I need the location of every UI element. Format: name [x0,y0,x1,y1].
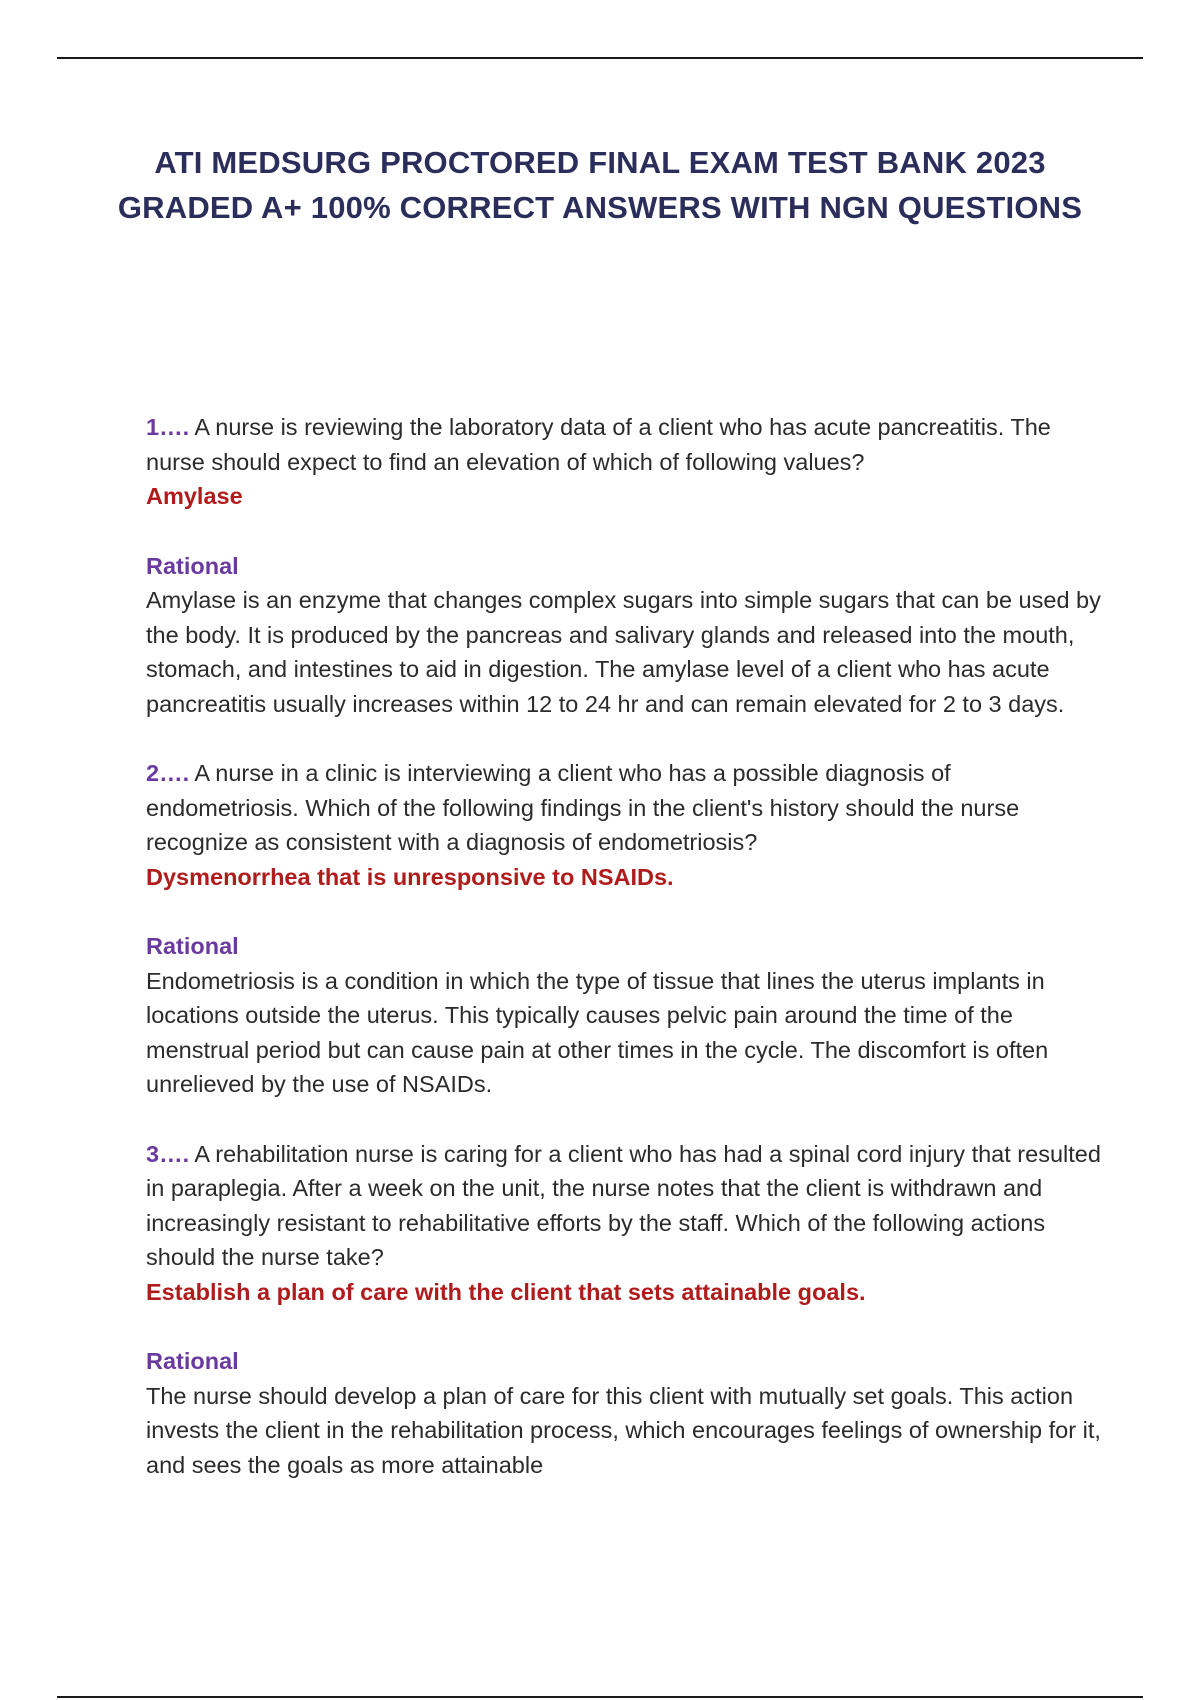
question-1 [146,410,1106,514]
question-list [146,410,1106,1517]
question-text [146,1137,1106,1275]
rationale-text: Amylase is an enzyme that changes complex sugars into simple sugars that can be used by the body. It is produced by the pancreas and salivary glands and released into the mouth, stomach, and intestines to aid in digestion. The amylase level of a client who has acute pancreatitis usually increases within 12 to 24 hr and can remain elevated for 2 to 3 days. [146,587,1101,717]
correct-answer: Establish a plan of care with the client that sets attainable goals. [146,1278,866,1305]
rationale-heading: Rational [146,552,239,579]
rationale-text: Endometriosis is a condition in which the type of tissue that lines the uterus implants in locations outside the uterus. This typically causes pelvic pain around the time of the menstrual period but can cause pain at other times in the cycle. The discomfort is often unrelieved by the use of NSAIDs. [146,967,1049,1097]
top-divider [57,57,1143,59]
correct-answer: Amylase [146,483,243,509]
question-prompt: A nurse in a clinic is interviewing a client who has a possible diagnosis of endometriosis. Which of the following findings in the client's history should the nurse recognize as consistent with a diagnosis of endometriosis? [146,760,1020,855]
question-number: 2…. [146,760,190,786]
question-2 [146,756,1106,894]
rationale-1 [146,549,1106,722]
question-text [146,410,1106,479]
rationale-3 [146,1344,1106,1482]
rationale-text: The nurse should develop a plan of care for this client with mutually set goals. This action invests the client in the rehabilitation process, which encourages feelings of ownership for it, and sees the goals as more attainable [146,1382,1101,1478]
rationale-heading: Rational [146,1348,239,1374]
rationale-2 [146,929,1106,1102]
question-number: 1…. [146,414,190,440]
document-title: ATI MEDSURG PROCTORED FINAL EXAM TEST BANK 2023 GRADED A+ 100% CORRECT ANSWERS WITH NGN QUESTIONS [117,145,1083,225]
correct-answer: Dysmenorrhea that is unresponsive to NSAIDs. [146,863,674,890]
question-number: 3…. [146,1140,190,1167]
question-3 [146,1137,1106,1310]
question-prompt: A rehabilitation nurse is caring for a client who has had a spinal cord injury that resulted in paraplegia. After a week on the unit, the nurse notes that the client is withdrawn and increasingly resistant to rehabilitative efforts by the staff. Which of the following actions should the nurse take? [146,1140,1101,1270]
question-prompt: A nurse is reviewing the laboratory data of a client who has acute pancreatitis. The nurse should expect to find an elevation of which of following values? [146,414,1051,475]
bottom-divider [57,1696,1143,1698]
question-text [146,756,1106,860]
rationale-heading: Rational [146,933,239,959]
